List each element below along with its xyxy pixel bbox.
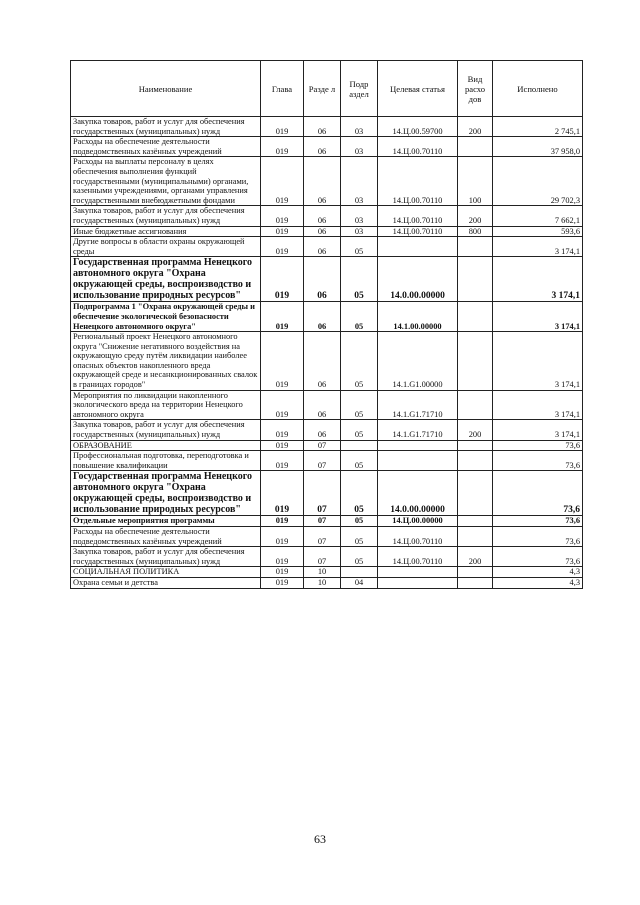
cell-podrazdel: 04 — [341, 577, 378, 588]
cell-vid-raskhodov — [458, 577, 493, 588]
cell-ispolneno: 4,3 — [493, 577, 583, 588]
cell-podrazdel: 05 — [341, 516, 378, 527]
cell-ispolneno: 3 174,1 — [493, 302, 583, 332]
cell-podrazdel: 05 — [341, 471, 378, 516]
cell-ispolneno: 4,3 — [493, 567, 583, 578]
header-ispolneno: Исполнено — [493, 61, 583, 117]
cell-podrazdel: 03 — [341, 117, 378, 137]
cell-vid-raskhodov — [458, 471, 493, 516]
table-row — [71, 516, 583, 527]
cell-vid-raskhodov — [458, 440, 493, 451]
cell-celevaya-statya: 14.Ц.00.70110 — [378, 547, 458, 567]
cell-razdel: 07 — [304, 451, 341, 471]
cell-ispolneno: 73,6 — [493, 547, 583, 567]
header-glava: Глава — [261, 61, 304, 117]
cell-razdel: 06 — [304, 257, 341, 302]
header-vid-raskhodov: Вид расхо дов — [458, 61, 493, 117]
table-row — [71, 117, 583, 137]
table-row — [71, 527, 583, 547]
cell-name: СОЦИАЛЬНАЯ ПОЛИТИКА — [71, 567, 261, 578]
cell-razdel: 10 — [304, 577, 341, 588]
cell-celevaya-statya — [378, 577, 458, 588]
cell-celevaya-statya: 14.0.00.00000 — [378, 257, 458, 302]
cell-ispolneno: 73,6 — [493, 516, 583, 527]
cell-vid-raskhodov — [458, 257, 493, 302]
cell-razdel: 07 — [304, 527, 341, 547]
cell-ispolneno: 3 174,1 — [493, 332, 583, 391]
cell-glava: 019 — [261, 302, 304, 332]
cell-podrazdel: 05 — [341, 390, 378, 420]
cell-name: Закупка товаров, работ и услуг для обеспечения государственных (муниципальных) нужд — [71, 547, 261, 567]
header-celevaya-statya: Целевая статья — [378, 61, 458, 117]
cell-ispolneno: 3 174,1 — [493, 390, 583, 420]
cell-glava: 019 — [261, 440, 304, 451]
cell-name: Иные бюджетные ассигнования — [71, 226, 261, 237]
header-podrazdel: Подр аздел — [341, 61, 378, 117]
table-row — [71, 302, 583, 332]
cell-glava: 019 — [261, 157, 304, 206]
table-header-row — [71, 61, 583, 117]
cell-glava: 019 — [261, 257, 304, 302]
cell-razdel: 07 — [304, 516, 341, 527]
cell-podrazdel: 05 — [341, 237, 378, 257]
cell-celevaya-statya — [378, 237, 458, 257]
cell-glava: 019 — [261, 137, 304, 157]
cell-vid-raskhodov — [458, 567, 493, 578]
cell-vid-raskhodov: 800 — [458, 226, 493, 237]
table-row — [71, 547, 583, 567]
cell-podrazdel: 03 — [341, 137, 378, 157]
table-row — [71, 257, 583, 302]
cell-glava: 019 — [261, 237, 304, 257]
cell-razdel: 06 — [304, 237, 341, 257]
cell-glava: 019 — [261, 547, 304, 567]
cell-ispolneno: 2 745,1 — [493, 117, 583, 137]
table-row — [71, 567, 583, 578]
cell-glava: 019 — [261, 390, 304, 420]
cell-glava: 019 — [261, 471, 304, 516]
cell-razdel: 06 — [304, 420, 341, 440]
cell-name: Мероприятия по ликвидации накопленного экологического вреда на территории Ненецкого автономного округа — [71, 390, 261, 420]
cell-ispolneno: 593,6 — [493, 226, 583, 237]
table-row — [71, 577, 583, 588]
table-row — [71, 237, 583, 257]
table-row — [71, 420, 583, 440]
cell-celevaya-statya: 14.Ц.00.70110 — [378, 137, 458, 157]
table-row — [71, 451, 583, 471]
cell-razdel: 06 — [304, 137, 341, 157]
cell-name: Отдельные мероприятия программы — [71, 516, 261, 527]
cell-vid-raskhodov: 100 — [458, 157, 493, 206]
page-number: 63 — [314, 832, 326, 846]
budget-execution-table — [70, 60, 583, 589]
cell-vid-raskhodov — [458, 516, 493, 527]
cell-glava: 019 — [261, 567, 304, 578]
cell-name: Расходы на выплаты персоналу в целях обеспечения выполнения функций государственными (муниципальными) органами, казенными учреждениями, органами управления государственными внебюджетными фондами — [71, 157, 261, 206]
cell-vid-raskhodov — [458, 451, 493, 471]
cell-glava: 019 — [261, 420, 304, 440]
cell-vid-raskhodov: 200 — [458, 547, 493, 567]
cell-name: Закупка товаров, работ и услуг для обеспечения государственных (муниципальных) нужд — [71, 206, 261, 226]
cell-ispolneno: 29 702,3 — [493, 157, 583, 206]
cell-vid-raskhodov — [458, 237, 493, 257]
cell-razdel: 06 — [304, 226, 341, 237]
cell-vid-raskhodov: 200 — [458, 420, 493, 440]
cell-vid-raskhodov — [458, 137, 493, 157]
cell-razdel: 06 — [304, 390, 341, 420]
cell-glava: 019 — [261, 226, 304, 237]
cell-razdel: 06 — [304, 206, 341, 226]
cell-celevaya-statya: 14.1.G1.71710 — [378, 390, 458, 420]
cell-ispolneno: 73,6 — [493, 451, 583, 471]
cell-name: Расходы на обеспечение деятельности подведомственных казённых учреждений — [71, 137, 261, 157]
cell-name: ОБРАЗОВАНИЕ — [71, 440, 261, 451]
cell-glava: 019 — [261, 516, 304, 527]
cell-celevaya-statya: 14.1.G1.71710 — [378, 420, 458, 440]
cell-name: Подпрограмма 1 "Охрана окружающей среды и обеспечение экологической безопасности Ненецкого автономного округа" — [71, 302, 261, 332]
cell-podrazdel: 05 — [341, 420, 378, 440]
cell-podrazdel: 05 — [341, 451, 378, 471]
cell-celevaya-statya — [378, 451, 458, 471]
cell-name: Государственная программа Ненецкого автономного округа "Охрана окружающей среды, воспроизводство и использование природных ресурсов" — [71, 257, 261, 302]
cell-celevaya-statya: 14.0.00.00000 — [378, 471, 458, 516]
cell-podrazdel: 03 — [341, 157, 378, 206]
cell-celevaya-statya — [378, 567, 458, 578]
cell-glava: 019 — [261, 451, 304, 471]
cell-podrazdel: 05 — [341, 302, 378, 332]
cell-razdel: 07 — [304, 547, 341, 567]
cell-podrazdel — [341, 567, 378, 578]
cell-glava: 019 — [261, 577, 304, 588]
cell-celevaya-statya: 14.1.00.00000 — [378, 302, 458, 332]
cell-name: Государственная программа Ненецкого автономного округа "Охрана окружающей среды, воспроизводство и использование природных ресурсов" — [71, 471, 261, 516]
cell-celevaya-statya: 14.Ц.00.70110 — [378, 226, 458, 237]
cell-vid-raskhodov — [458, 527, 493, 547]
table-row — [71, 471, 583, 516]
cell-name: Другие вопросы в области охраны окружающей среды — [71, 237, 261, 257]
cell-name: Профессиональная подготовка, переподготовка и повышение квалификации — [71, 451, 261, 471]
table-row — [71, 332, 583, 391]
cell-podrazdel: 03 — [341, 226, 378, 237]
cell-razdel: 07 — [304, 471, 341, 516]
header-name: Наименование — [71, 61, 261, 117]
cell-ispolneno: 37 958,0 — [493, 137, 583, 157]
cell-ispolneno: 3 174,1 — [493, 420, 583, 440]
cell-podrazdel: 05 — [341, 527, 378, 547]
cell-name: Расходы на обеспечение деятельности подведомственных казённых учреждений — [71, 527, 261, 547]
cell-glava: 019 — [261, 332, 304, 391]
cell-razdel: 06 — [304, 302, 341, 332]
cell-glava: 019 — [261, 527, 304, 547]
table-body — [71, 117, 583, 589]
table-row — [71, 157, 583, 206]
cell-razdel: 10 — [304, 567, 341, 578]
cell-name: Региональный проект Ненецкого автономного округа "Снижение негативного воздействия на окружающую среду путём ликвидации наиболее опасных объектов накопленного вреда окружающей среде и несанкционированных свалок в границах городов" — [71, 332, 261, 391]
cell-name: Закупка товаров, работ и услуг для обеспечения государственных (муниципальных) нужд — [71, 117, 261, 137]
cell-vid-raskhodov — [458, 302, 493, 332]
cell-podrazdel — [341, 440, 378, 451]
header-razdel: Разде л — [304, 61, 341, 117]
cell-celevaya-statya: 14.Ц.00.70110 — [378, 206, 458, 226]
cell-celevaya-statya — [378, 440, 458, 451]
cell-podrazdel: 05 — [341, 547, 378, 567]
cell-vid-raskhodov: 200 — [458, 117, 493, 137]
cell-glava: 019 — [261, 117, 304, 137]
cell-razdel: 07 — [304, 440, 341, 451]
cell-ispolneno: 3 174,1 — [493, 237, 583, 257]
table-row — [71, 440, 583, 451]
table-row — [71, 226, 583, 237]
cell-ispolneno: 7 662,1 — [493, 206, 583, 226]
cell-ispolneno: 73,6 — [493, 471, 583, 516]
cell-name: Охрана семьи и детства — [71, 577, 261, 588]
table-row — [71, 206, 583, 226]
cell-vid-raskhodov — [458, 390, 493, 420]
cell-ispolneno: 3 174,1 — [493, 257, 583, 302]
cell-celevaya-statya: 14.Ц.00.59700 — [378, 117, 458, 137]
cell-celevaya-statya: 14.1.G1.00000 — [378, 332, 458, 391]
cell-name: Закупка товаров, работ и услуг для обеспечения государственных (муниципальных) нужд — [71, 420, 261, 440]
cell-podrazdel: 05 — [341, 332, 378, 391]
cell-glava: 019 — [261, 206, 304, 226]
table-row — [71, 137, 583, 157]
cell-celevaya-statya: 14.Ц.00.00000 — [378, 516, 458, 527]
cell-celevaya-statya: 14.Ц.00.70110 — [378, 157, 458, 206]
cell-podrazdel: 03 — [341, 206, 378, 226]
cell-vid-raskhodov: 200 — [458, 206, 493, 226]
table-row — [71, 390, 583, 420]
cell-podrazdel: 05 — [341, 257, 378, 302]
cell-ispolneno: 73,6 — [493, 527, 583, 547]
cell-razdel: 06 — [304, 117, 341, 137]
cell-vid-raskhodov — [458, 332, 493, 391]
cell-ispolneno: 73,6 — [493, 440, 583, 451]
cell-razdel: 06 — [304, 157, 341, 206]
cell-celevaya-statya: 14.Ц.00.70110 — [378, 527, 458, 547]
cell-razdel: 06 — [304, 332, 341, 391]
